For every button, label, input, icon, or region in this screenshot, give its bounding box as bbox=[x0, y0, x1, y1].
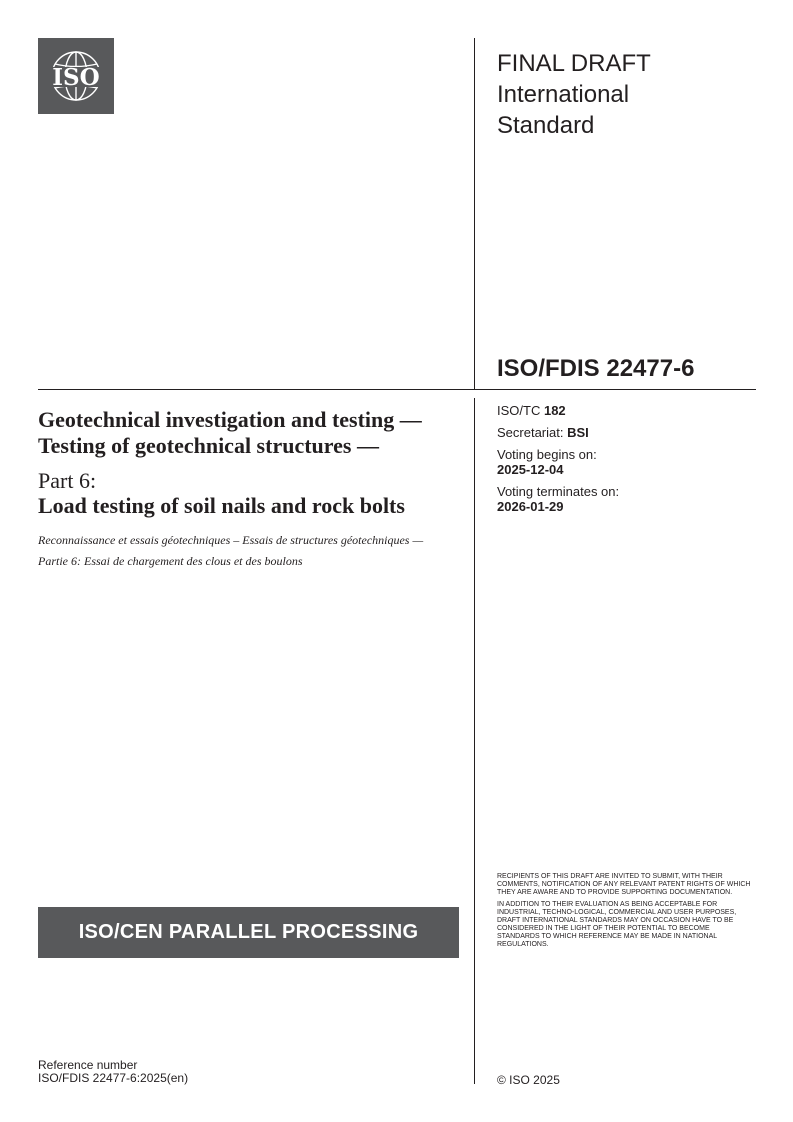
stage-line-1: FINAL DRAFT bbox=[497, 50, 651, 77]
secretariat-label: Secretariat: bbox=[497, 425, 564, 440]
draft-notice bbox=[497, 873, 753, 953]
vertical-divider-top bbox=[474, 38, 475, 390]
part-number: Part 6: bbox=[38, 468, 97, 493]
main-title: Geotechnical investigation and testing — Testing of geotechnical structures — bbox=[38, 407, 422, 458]
technical-committee bbox=[497, 403, 747, 418]
document-metadata bbox=[497, 403, 747, 521]
tc-label: ISO/TC bbox=[497, 403, 541, 418]
iso-logo bbox=[38, 38, 114, 114]
secretariat bbox=[497, 425, 747, 440]
voting-terminates-date: 2026-01-29 bbox=[497, 499, 564, 514]
tc-value: 182 bbox=[543, 403, 566, 418]
globe-icon bbox=[38, 38, 114, 114]
stage-line-2: International bbox=[497, 81, 630, 108]
document-stage bbox=[497, 48, 757, 141]
voting-begins bbox=[497, 447, 747, 477]
voting-terminates-label: Voting terminates on: bbox=[497, 484, 620, 499]
voting-begins-date: 2025-12-04 bbox=[497, 462, 564, 477]
reference-label: Reference number bbox=[38, 1058, 138, 1072]
voting-begins-label: Voting begins on: bbox=[497, 447, 597, 462]
secretariat-value: BSI bbox=[567, 425, 589, 440]
document-number: ISO/FDIS 22477-6 bbox=[497, 355, 695, 382]
svg-text:ISO: ISO bbox=[52, 64, 100, 91]
stage-line-3: Standard bbox=[497, 112, 595, 139]
notice-paragraph-1: RECIPIENTS OF THIS DRAFT ARE INVITED TO SUBMIT, WITH THEIR COMMENTS, NOTIFICATION OF ANY RELEVANT PATENT RIGHTS OF WHICH THEY ARE AWARE AND TO PROVIDE SUPPORTING DOCUMENTATION. bbox=[497, 873, 751, 896]
part-title: Load testing of soil nails and rock bolts bbox=[38, 493, 405, 518]
horizontal-divider bbox=[38, 389, 756, 390]
reference-value: ISO/FDIS 22477-6:2025(en) bbox=[38, 1071, 189, 1085]
voting-terminates bbox=[497, 484, 747, 514]
title-block bbox=[38, 407, 458, 568]
reference-number bbox=[38, 1059, 188, 1085]
copyright: © ISO 2025 bbox=[497, 1073, 560, 1087]
parallel-processing-banner: ISO/CEN PARALLEL PROCESSING bbox=[38, 907, 459, 958]
vertical-divider-bottom bbox=[474, 398, 475, 1084]
french-part-title: Partie 6: Essai de chargement des clous et des boulons bbox=[38, 554, 303, 568]
french-title: Reconnaissance et essais géotechniques – Essais de structures géotechniques — bbox=[38, 533, 424, 547]
notice-paragraph-2: IN ADDITION TO THEIR EVALUATION AS BEING ACCEPTABLE FOR INDUSTRIAL, TECHNO-LOGICAL, COMMERCIAL AND USER PURPOSES, DRAFT INTERNATIONAL STANDARDS MAY ON OCCASION HAVE TO BE CONSIDERED IN THE LIGHT OF THEIR POTENTIAL TO BECOME STANDARDS TO WHICH REFERENCE MAY BE MADE IN NATIONAL REGULATIONS. bbox=[497, 901, 737, 948]
